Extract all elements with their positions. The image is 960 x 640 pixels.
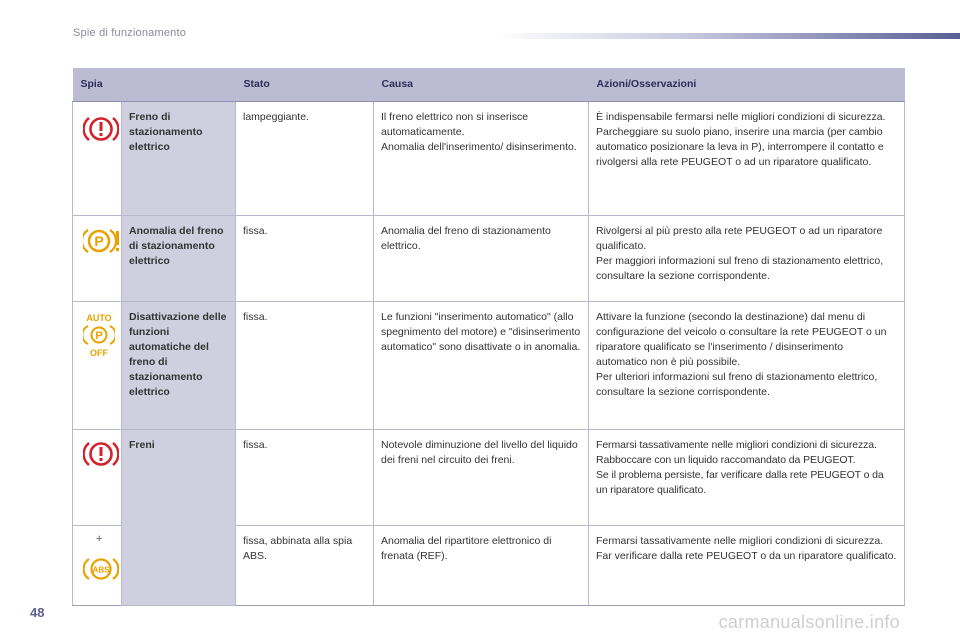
warning-status: lampeggiante. bbox=[236, 101, 374, 215]
icon-cell bbox=[73, 215, 122, 301]
column-header-azioni: Azioni/Osservazioni bbox=[589, 68, 905, 101]
icon-label-abs: ABS bbox=[92, 565, 110, 574]
column-header-spia: Spia bbox=[73, 68, 236, 101]
svg-text:P: P bbox=[95, 329, 103, 342]
column-header-stato: Stato bbox=[236, 68, 374, 101]
icon-cell bbox=[73, 525, 122, 605]
warning-action: Rivolgersi al più presto alla rete PEUGEOT o ad un riparatore qualificato. Per maggiori informazioni sul freno di stazionamento elettrico, consultare la sezione corrispondente. bbox=[589, 215, 905, 301]
warning-name: Freni bbox=[122, 429, 236, 605]
page-number: 48 bbox=[30, 605, 45, 620]
icon-cell bbox=[73, 101, 122, 215]
abs-icon bbox=[83, 556, 119, 582]
warning-name: Freno di stazionamento elettrico bbox=[122, 101, 236, 215]
page-header-title: Spie di funzionamento bbox=[73, 27, 187, 39]
warning-status: fissa, abbinata alla spia ABS. bbox=[236, 525, 374, 605]
parking-brake-fault-icon bbox=[83, 226, 121, 256]
warning-action: Fermarsi tassativamente nelle migliori condizioni di sicurezza. Rabboccare con un liquido raccomandato da PEUGEOT. Se il problema persiste, far verificare dalla rete PEUGEOT o da un riparatore qualificato. bbox=[589, 429, 905, 525]
warning-status: fissa. bbox=[236, 301, 374, 429]
warning-action: Fermarsi tassativamente nelle migliori condizioni di sicurezza. Far verificare dalla rete PEUGEOT o da un riparatore qualificato. bbox=[589, 525, 905, 605]
warning-cause: Le funzioni "inserimento automatico" (allo spegnimento del motore) e "disinserimento automatico" sono disattivate o in anomalia. bbox=[374, 301, 589, 429]
icon-label-bottom: OFF bbox=[90, 347, 108, 358]
table-header-row bbox=[73, 68, 905, 101]
table-row bbox=[73, 101, 905, 215]
auto-parking-off-icon bbox=[83, 312, 115, 358]
warning-name: Disattivazione delle funzioni automatiche del freno di stazionamento elettrico bbox=[122, 301, 236, 429]
icon-label-top: AUTO bbox=[86, 312, 112, 323]
warning-cause: Anomalia del ripartitore elettronico di frenata (REF). bbox=[374, 525, 589, 605]
warning-cause: Anomalia del freno di stazionamento elettrico. bbox=[374, 215, 589, 301]
table-row bbox=[73, 301, 905, 429]
warning-cause: Il freno elettrico non si inserisce automaticamente. Anomalia dell'inserimento/ disinserimento. bbox=[374, 101, 589, 215]
warning-cause: Notevole diminuzione del livello del liquido dei freni nel circuito dei freni. bbox=[374, 429, 589, 525]
warning-lights-table bbox=[72, 68, 905, 606]
icon-cell bbox=[73, 429, 122, 525]
table-row bbox=[73, 429, 905, 525]
warning-status: fissa. bbox=[236, 429, 374, 525]
watermark: carmanualsonline.info bbox=[718, 612, 900, 632]
brake-warning-icon bbox=[83, 114, 119, 144]
warning-action: È indispensabile fermarsi nelle migliori condizioni di sicurezza. Parcheggiare su suolo piano, inserire una marcia (per cambio automatico posizionare la leva in P), interrompere il contatto e rivolgersi alla rete PEUGEOT o ad un riparatore qualificato. bbox=[589, 101, 905, 215]
warning-action: Attivare la funzione (secondo la destinazione) dal menu di configurazione del veicolo o consultare la rete PEUGEOT o un riparatore qualificato se l'inserimento / disinserimento automatico non è più possibile. Per ulteriori informazioni sul freno di stazionamento elettrico, consultare la sezione corrispondente. bbox=[589, 301, 905, 429]
svg-text:P: P bbox=[94, 232, 104, 249]
warning-name: Anomalia del freno di stazionamento elettrico bbox=[122, 215, 236, 301]
warning-status: fissa. bbox=[236, 215, 374, 301]
header-gradient-bar bbox=[495, 33, 960, 39]
icon-cell bbox=[73, 301, 122, 429]
table-row bbox=[73, 215, 905, 301]
plus-sign: + bbox=[96, 532, 103, 545]
brake-warning-icon bbox=[83, 439, 119, 469]
column-header-causa: Causa bbox=[374, 68, 589, 101]
